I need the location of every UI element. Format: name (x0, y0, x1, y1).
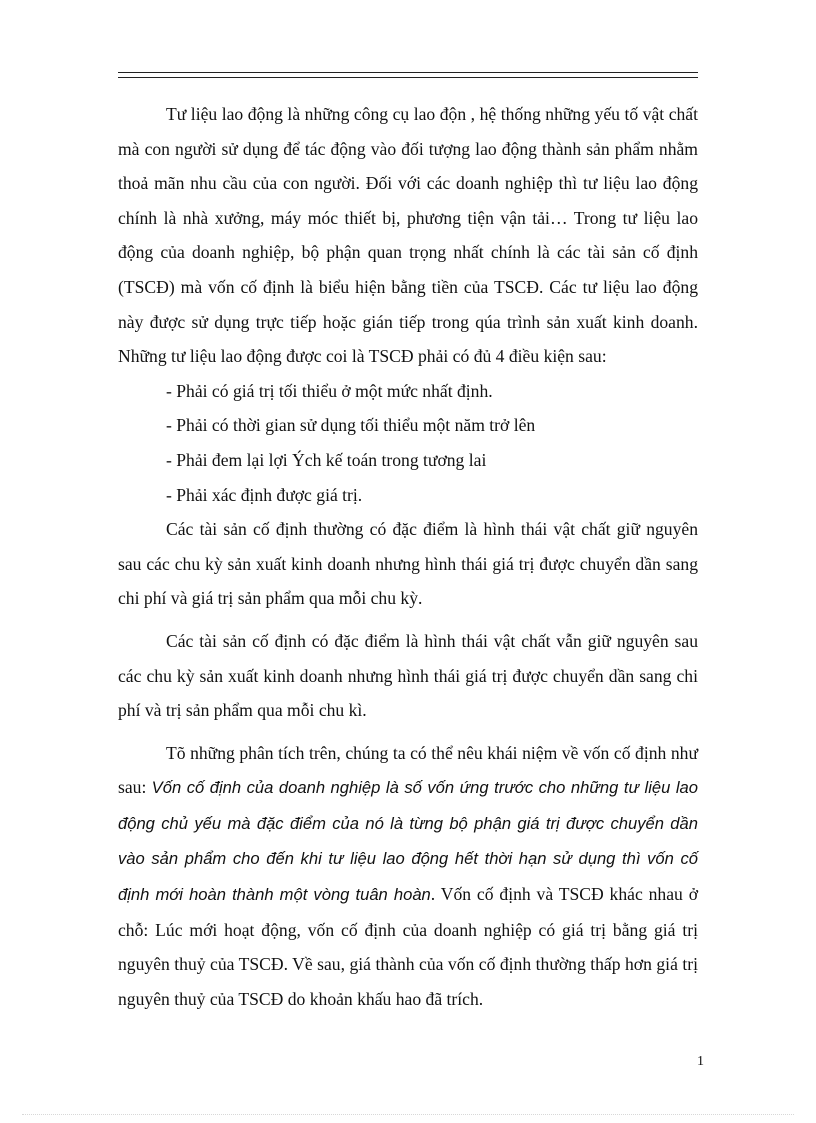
bullet-item: - Phải đem lại lợi Ých kế toán trong tương lai (166, 449, 487, 470)
paragraph-fixed-capital-definition (118, 736, 698, 1017)
page-bottom-edge (22, 1114, 794, 1115)
bullet-item: - Phải có thời gian sử dụng tối thiểu một năm trở lên (166, 415, 536, 436)
definition-rest: . Vốn cố định và TSCĐ khác nhau ở chỗ: Lúc mới hoạt động, vốn cố định của doanh nghiệp có giá trị bằng giá trị nguyên thuỷ của TSCĐ. Về sau, giá thành của vốn cố định thường thấp hơn giá trị nguyên thuỷ của TSCĐ do khoản khấu hao đã trích. (118, 884, 698, 1009)
paragraph-characteristics: Các tài sản cố định thường có đặc điểm là hình thái vật chất giữ nguyên sau các chu kỳ sản xuất kinh doanh nhưng hình thái giá trị được chuyển dần sang chi phí và giá trị sản phẩm qua mỗi chu kỳ. (118, 519, 698, 609)
paragraph-characteristics-repeat: Các tài sản cố định có đặc điểm là hình thái vật chất vẫn giữ nguyên sau các chu kỳ sản xuất kinh doanh nhưng hình thái giá trị được chuyển dần sang chi phí và trị sản phẩm qua mỗi chu kì. (118, 630, 698, 721)
page-number: 1 (697, 1054, 704, 1069)
bullet-item: - Phải có giá trị tối thiểu ở một mức nhất định. (166, 380, 493, 401)
definition-intro: Tõ những phân tích trên, chúng ta có thể nêu khái niệm về vốn cố định như sau: (118, 742, 698, 798)
body-text (118, 97, 698, 1016)
paragraph-gap (118, 616, 698, 624)
bullet-item: - Phải xác định được giá trị. (166, 484, 363, 505)
header-rule-bottom (118, 77, 698, 78)
paragraph-gap (118, 728, 698, 736)
header-rule-top (118, 72, 698, 73)
definition-italic: Vốn cố định của doanh nghiệp là số vốn ứng trước cho những tư liệu lao động chủ yếu mà đặc điểm của nó là từng bộ phận giá trị được chuyển dần vào sản phẩm cho đến khi tư liệu lao động hết thời hạn sử dụng thì vốn cố định mới hoàn thành một vòng tuân hoàn (118, 778, 698, 905)
paragraph-fixed-asset-conditions: Tư liệu lao động là những công cụ lao độn , hệ thống những yếu tố vật chất mà con người sử dụng để tác động vào đối tượng lao động thành sản phẩm nhằm thoả mãn nhu cầu của con người. Đối với các doanh nghiệp thì tư liệu lao động chính là nhà xưởng, máy móc thiết bị, phương tiện vận tải… Trong tư liệu lao động của doanh nghiệp, bộ phận quan trọng nhất chính là các tài sản cố định (TSCĐ) mà vốn cố định là biểu hiện bằng tiền của TSCĐ. Các tư liệu lao động này được sử dụng trực tiếp hoặc gián tiếp trong qúa trình sản xuất kinh doanh. Những tư liệu lao động được coi là TSCĐ phải có đủ 4 điều kiện sau: (118, 104, 698, 367)
